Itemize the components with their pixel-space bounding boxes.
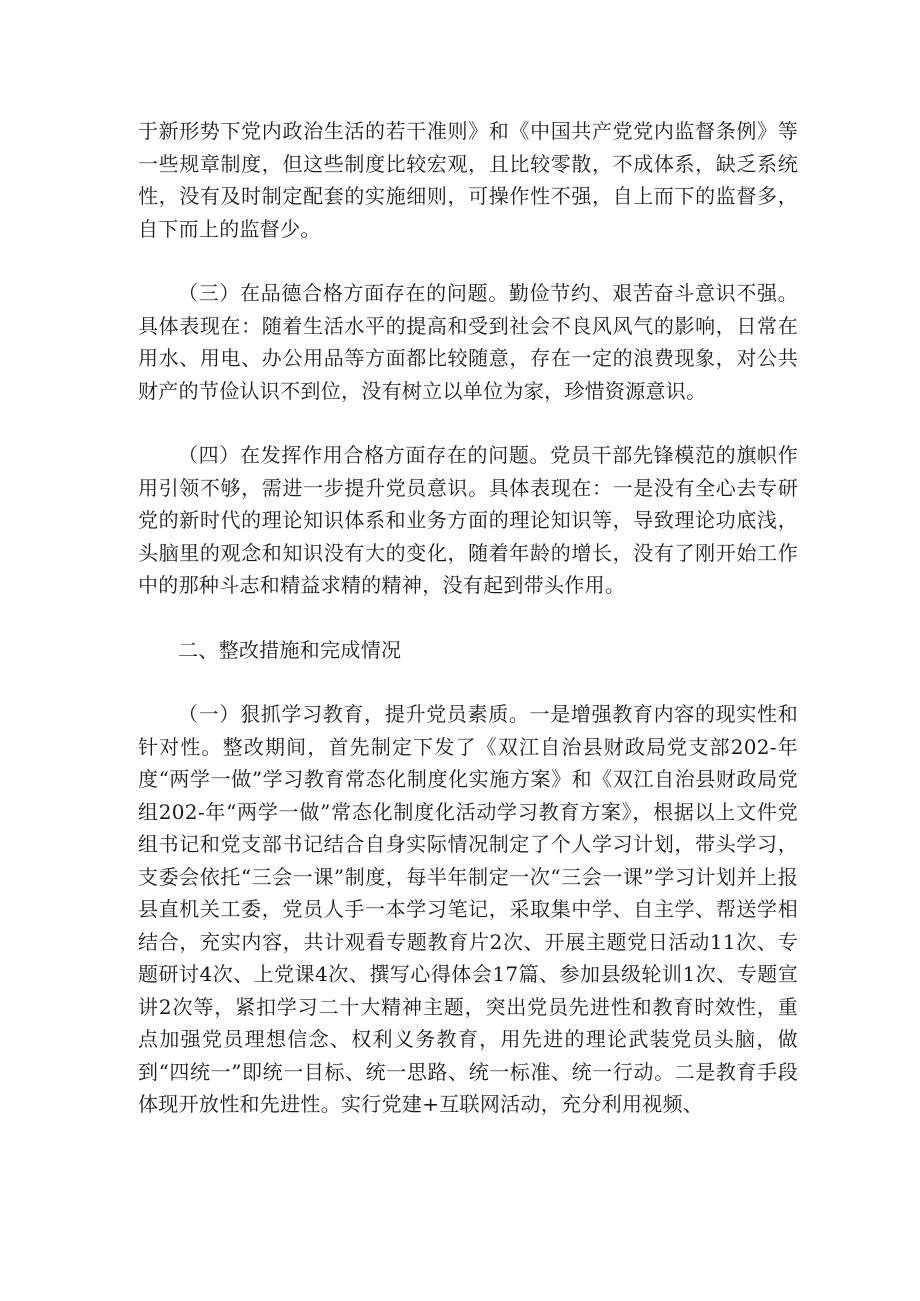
paragraph-supervision-rules: 于新形势下党内政治生活的若干准则》和《中国共产党党内监督条例》等一些规章制度，但这些制度比较宏观，且比较零散，不成体系，缺乏系统性，没有及时制定配套的实施细则，可操作性不强，自上而下的监督多，自下而上的监督少。 (138, 119, 798, 241)
paragraph-role-issues: （四）在发挥作用合格方面存在的问题。党员干部先锋模范的旗帜作用引领不够，需进一步提升党员意识。具体表现在：一是没有全心去专研党的新时代的理论知识体系和业务方面的理论知识等，导致理论功底浅，头脑里的观念和知识没有大的变化，随着年龄的增长，没有了刚开始工作中的那种斗志和精益求精的精神，没有起到带头作用。 (138, 443, 798, 597)
document-body (138, 115, 798, 1153)
paragraph-study-education: （一）狠抓学习教育，提升党员素质。一是增强教育内容的现实性和针对性。整改期间，首先制定下发了《双江自治县财政局党支部202-年度“两学一做”学习教育常态化制度化实施方案》和《双江自治县财政局党组202-年“两学一做”常态化制度化活动学习教育方案》，根据以上文件党组书记和党支部书记结合自身实际情况制定了个人学习计划，带头学习，支委会依托“三会一课”制度，每半年制定一次“三会一课”学习计划并上报县直机关工委，党员人手一本学习笔记，采取集中学、自主学、帮送学相结合，充实内容，共计观看专题教育片2次、开展主题党日活动11次、专题研讨4次、上党课4次、撰写心得体会17篇、参加县级轮训1次、专题宣讲2次等，紧扣学习二十大精神主题，突出党员先进性和教育时效性，重点加强党员理想信念、权利义务教育，用先进的理论武装党员头脑，做到“四统一”即统一目标、统一思路、统一标准、统一行动。二是教育手段体现开放性和先进性。实行党建+互联网活动，充分利用视频、 (138, 702, 798, 1116)
paragraph-moral-issues: （三）在品德合格方面存在的问题。勤俭节约、艰苦奋斗意识不强。具体表现在：随着生活水平的提高和受到社会不良风风气的影响，日常在用水、用电、办公用品等方面都比较随意，存在一定的浪费现象，对公共财产的节俭认识不到位，没有树立以单位为家，珍惜资源意识。 (138, 281, 798, 403)
section-heading-rectification: 二、整改措施和完成情况 (178, 637, 402, 662)
